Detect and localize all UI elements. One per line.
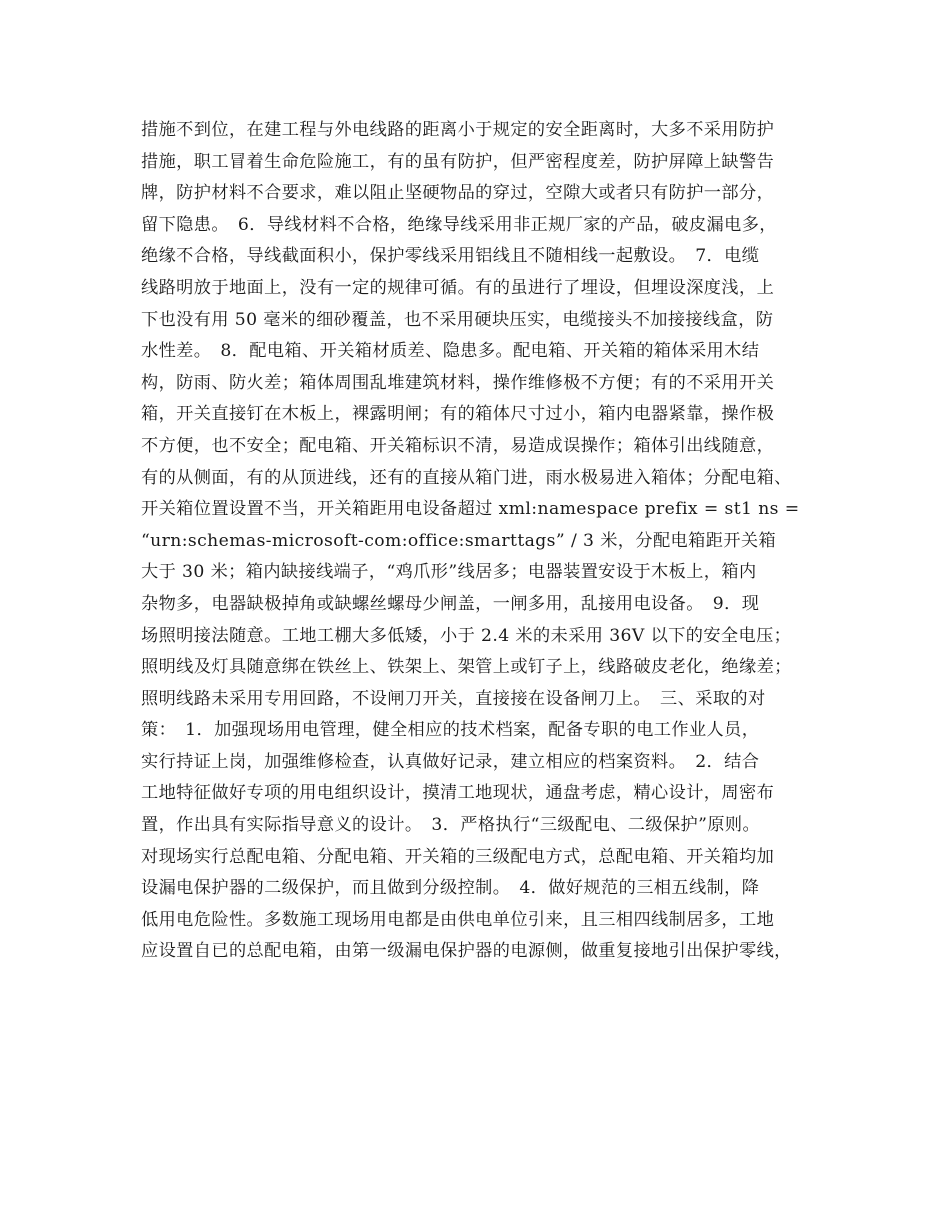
text-line: 措施不到位，在建工程与外电线路的距离小于规定的安全距离时，大多不采用防护 <box>141 120 775 140</box>
text-line: 箱，开关直接钉在木板上，裸露明闸；有的箱体尺寸过小，箱内电器紧靠，操作极 <box>141 404 775 425</box>
text-line: 线路明放于地面上，没有一定的规律可循。有的虽进行了埋设，但埋设深度浅，上 <box>141 277 775 298</box>
text-line: 杂物多，电器缺极掉角或缺螺丝螺母少闸盖，一闸多用，乱接用电设备。 9．现 <box>141 593 760 614</box>
text-line: 下也没有用 50 毫米的细砂覆盖，也不采用硬块压实，电缆接头不加接接线盒，防 <box>141 309 774 330</box>
text-line: 照明线路未采用专用回路，不设闸刀开关，直接接在设备闸刀上。 三、采取的对 <box>141 688 766 709</box>
text-line: 实行持证上岗，加强维修检查，认真做好记录，建立相应的档案资料。 2．结合 <box>141 751 760 772</box>
text-line: 绝缘不合格，导线截面积小，保护零线采用铝线且不随相线一起敷设。 7．电缆 <box>141 246 760 267</box>
text-line: 应设置自已的总配电箱，由第一级漏电保护器的电源侧，做重复接地引出保护零线， <box>141 941 792 962</box>
text-line: 设漏电保护器的二级保护，而且做到分级控制。 4．做好规范的三相五线制，降 <box>141 878 760 899</box>
text-line: 置，作出具有实际指导意义的设计。 3．严格执行“三级配电、二级保护”原则。 <box>141 815 761 836</box>
text-line: 工地特征做好专项的用电组织设计，摸清工地现状，通盘考虑，精心设计，周密布 <box>141 783 775 804</box>
text-line: 措施，职工冒着生命危险施工，有的虽有防护，但严密程度差，防护屏障上缺警告 <box>141 151 775 172</box>
text-line: 牌，防护材料不合要求，难以阻止坚硬物品的穿过，空隙大或者只有防护一部分， <box>141 183 775 204</box>
text-line: 构，防雨、防火差；箱体周围乱堆建筑材料，操作维修极不方便；有的不采用开关 <box>141 372 775 393</box>
text-line: 有的从侧面，有的从顶进线，还有的直接从箱门进，雨水极易进入箱体；分配电箱、 <box>141 467 792 488</box>
text-line: 低用电危险性。多数施工现场用电都是由供电单位引来，且三相四线制居多，工地 <box>141 909 775 930</box>
text-line: “urn:schemas-microsoft-com:office:smarttags” / 3 米，分配电箱距开关箱 <box>141 530 777 551</box>
text-line: 大于 30 米；箱内缺接线端子，“鸡爪形”线居多；电器装置安设于木板上，箱内 <box>141 562 757 583</box>
text-line: 对现场实行总配电箱、分配电箱、开关箱的三级配电方式，总配电箱、开关箱均加 <box>141 846 775 867</box>
body-text <box>141 115 841 968</box>
text-line: 开关箱位置设置不当，开关箱距用电设备超过 xml:namespace prefix = st1 ns = <box>141 499 800 520</box>
text-line: 场照明接法随意。工地工棚大多低矮，小于 2.4 米的未采用 36V 以下的安全电压； <box>141 625 792 646</box>
text-line: 策： 1．加强现场用电管理，健全相应的技术档案，配备专职的电工作业人员， <box>141 720 760 741</box>
text-line: 照明线及灯具随意绑在铁丝上、铁架上、架管上或钉子上，线路破皮老化，绝缘差； <box>141 657 792 678</box>
text-line: 留下隐患。 6．导线材料不合格，绝缘导线采用非正规厂家的产品，破皮漏电多， <box>141 214 777 235</box>
text-line: 不方便，也不安全；配电箱、开关箱标识不清，易造成误操作；箱体引出线随意， <box>141 435 775 456</box>
text-line: 水性差。 8．配电箱、开关箱材质差、隐患多。配电箱、开关箱的箱体采用木结 <box>141 341 760 362</box>
